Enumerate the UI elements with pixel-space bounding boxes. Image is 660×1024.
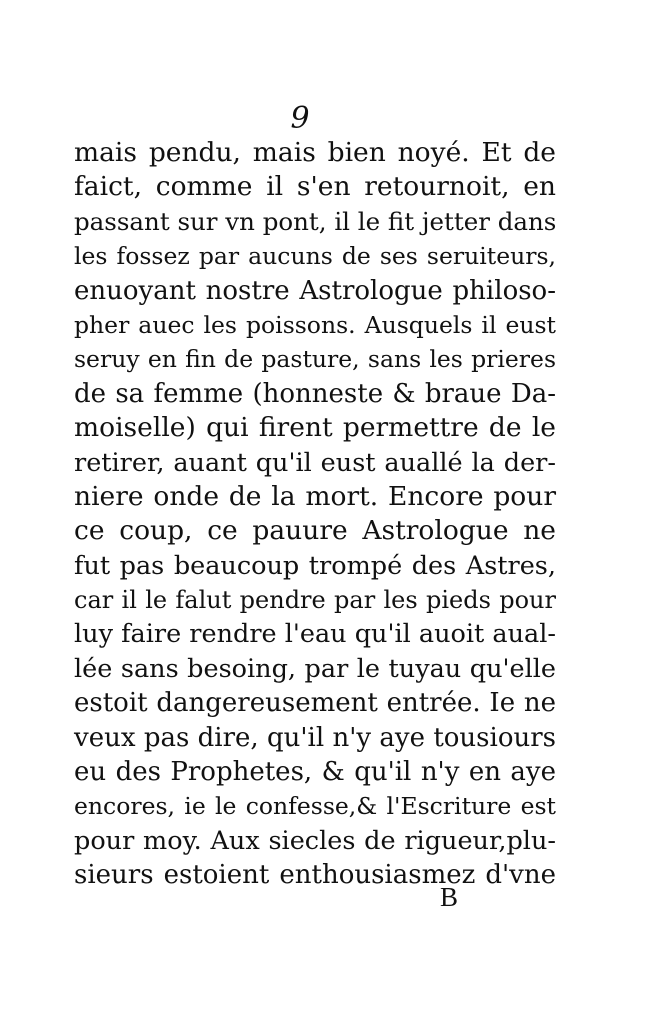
text-line: veux pas dire, qu'il n'y aye tousiours	[74, 722, 556, 753]
text-line: passant sur vn pont, il le fit jetter dans	[74, 206, 557, 236]
text-line: faict, comme il s'en retournoit, en	[74, 171, 556, 203]
text-line: moiselle) qui firent permettre de le	[74, 412, 556, 444]
text-line: mais pendu, mais bien noyé. Et de	[74, 137, 556, 168]
page-number: 9	[290, 101, 310, 136]
text-line: retirer, auant qu'il eust auallé la der-	[74, 447, 556, 478]
text-line: pher auec les poissons. Ausquels il eust	[74, 310, 556, 339]
text-line: les fossez par aucuns de ses seruiteurs,	[74, 242, 556, 271]
text-line: ce coup, ce pauure Astrologue ne	[74, 515, 556, 547]
text-line: estoit dangereusement entrée. Ie ne	[74, 688, 556, 719]
text-line: sieurs estoient enthousiasmez d'vne	[74, 860, 556, 891]
text-line: eu des Prophetes, & qu'il n'y en aye	[74, 757, 556, 788]
text-line: pour moy. Aux siecles de rigueur,plu-	[74, 825, 556, 856]
text-line: niere onde de la mort. Encore pour	[74, 480, 556, 512]
text-line: encores, ie le confesse,& l'Escriture est	[74, 792, 556, 821]
text-line: seruy en fin de pasture, sans les prieres	[74, 345, 556, 374]
signature-mark: B	[440, 882, 459, 912]
text-line: lée sans besoing, par le tuyau qu'elle	[74, 653, 556, 684]
text-line: luy faire rendre l'eau qu'il auoit aual-	[74, 619, 556, 650]
text-line: fut pas beaucoup trompé des Astres,	[74, 550, 556, 581]
text-line: de sa femme (honneste & braue Da-	[74, 378, 556, 409]
text-line: car il le falut pendre par les pieds pour	[74, 586, 556, 615]
text-line: enuoyant nostre Astrologue philoso-	[74, 275, 556, 306]
body-text	[74, 136, 556, 893]
